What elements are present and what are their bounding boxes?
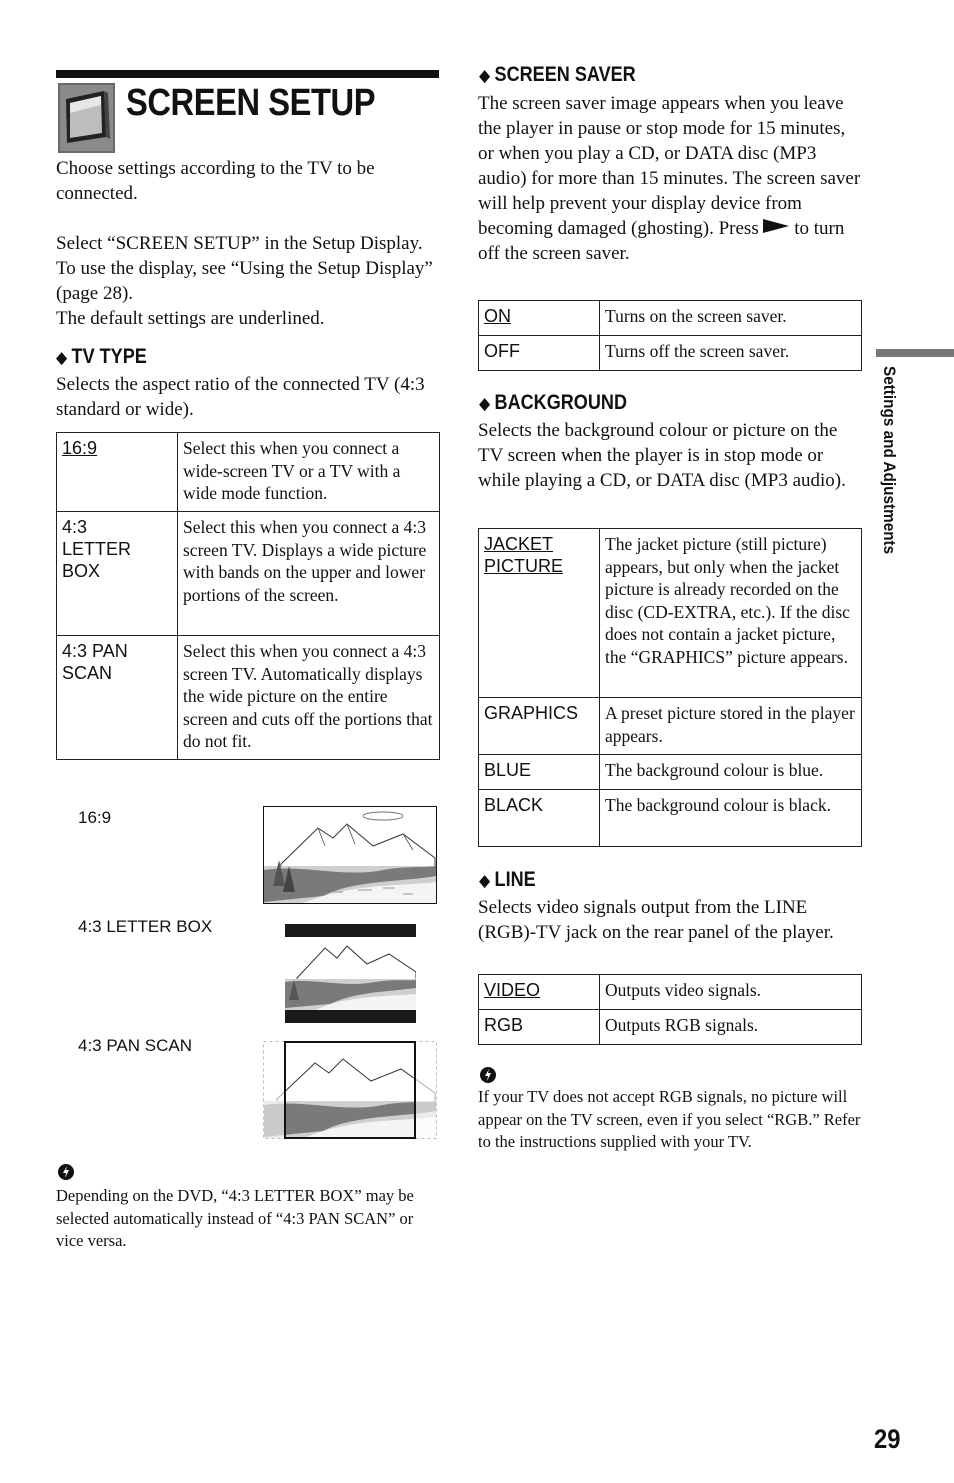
pan-scan-picture [263,1041,437,1139]
hint-icon [479,1066,497,1084]
tv-type-description: Selects the aspect ratio of the connected TV (4:3 standard or wide). [56,374,425,420]
table-row [57,512,440,636]
option-key: BLACK [479,790,600,847]
option-key: BLUE [479,755,600,790]
table-row [57,433,440,512]
option-key: VIDEO [479,975,600,1010]
letter-box-picture [285,924,416,1023]
diamond-bullet-icon: ◆ [479,394,491,413]
option-key: RGB [479,1010,600,1045]
option-description: Turns on the screen saver. [600,301,862,336]
option-key: OFF [479,336,600,371]
figure-label-pan-scan: 4:3 PAN SCAN [78,1036,193,1055]
side-tab-label: Settings and Adjustments [880,366,899,555]
default-note: The default settings are underlined. [56,308,325,329]
option-description: A preset picture stored in the player appears. [600,698,862,755]
tv-screen-icon [58,83,115,153]
screen-saver-description: The screen saver image appears when you leave the player in pause or stop mode for 15 minutes, or when you play a CD, or DATA disc (MP3 audio) for more than 15 minutes. The screen saver will help prevent your display device from becoming damaged (ghosting). Press to turn off the screen saver. [478,93,861,264]
line-description: Selects video signals output from the LINE (RGB)-TV jack on the rear panel of the player. [478,897,834,943]
side-tab-bar [876,349,954,357]
table-row [479,301,862,336]
intro-paragraph-setup: Select “SCREEN SETUP” in the Setup Display. To use the display, see “Using the Setup Display” (page 28). [56,233,433,304]
tv-type-heading: ◆ TV TYPE [56,345,147,368]
table-row [479,755,862,790]
play-icon [763,219,789,233]
background-description: Selects the background colour or picture on the TV screen when the player is in stop mode or while playing a CD, or DATA disc (MP3 audio). [478,420,846,491]
option-description: Outputs video signals. [600,975,862,1010]
wide-screen-picture [263,806,437,904]
option-description: Select this when you connect a 4:3 screen TV. Displays a wide picture with bands on the upper and lower portions of the screen. [178,512,440,636]
line-heading: ◆ LINE [479,868,536,891]
table-row [479,975,862,1010]
option-description: Select this when you connect a wide-screen TV or a TV with a wide mode function. [178,433,440,512]
line-table [478,974,862,1045]
option-key: 16:9 [57,433,178,512]
figure-label-16-9: 16:9 [78,808,112,827]
option-description: The jacket picture (still picture) appears, but only when the jacket picture is already recorded on the disc (CD-EXTRA, etc.). If the disc does not contain a jacket picture, the “GRAPHICS” picture appears. [600,529,862,698]
line-note: If your TV does not accept RGB signals, no picture will appear on the TV screen, even if you select “RGB.” Refer to the instructions supplied with your TV. [478,1087,861,1151]
figure-label-letter-box: 4:3 LETTER BOX [78,917,213,936]
option-key: 4:3 PAN SCAN [57,636,178,760]
option-description: The background colour is black. [600,790,862,847]
option-key: GRAPHICS [479,698,600,755]
table-row [479,790,862,847]
option-key: ON [479,301,600,336]
title-rule [56,70,439,78]
screen-saver-heading: ◆ SCREEN SAVER [479,63,636,86]
option-key: JACKET PICTURE [479,529,600,698]
background-heading: ◆ BACKGROUND [479,391,627,414]
tv-type-table [56,432,440,760]
screen-saver-table [478,300,862,371]
page-number: 29 [874,1424,901,1454]
table-row [57,636,440,760]
table-row [479,1010,862,1045]
hint-icon [57,1163,75,1181]
tv-type-note: Depending on the DVD, “4:3 LETTER BOX” may be selected automatically instead of “4:3 PAN SCAN” or vice versa. [56,1186,414,1250]
table-row [479,336,862,371]
option-description: Outputs RGB signals. [600,1010,862,1045]
side-tab [879,366,905,586]
intro-paragraph: Choose settings according to the TV to be connected. [56,158,375,204]
table-row [479,698,862,755]
option-key: 4:3 LETTER BOX [57,512,178,636]
table-row [479,529,862,698]
option-description: Turns off the screen saver. [600,336,862,371]
diamond-bullet-icon: ◆ [56,348,68,367]
diamond-bullet-icon: ◆ [479,871,491,890]
option-description: The background colour is blue. [600,755,862,790]
background-table [478,528,862,847]
page-title: SCREEN SETUP [126,82,376,124]
diamond-bullet-icon: ◆ [479,66,491,85]
option-description: Select this when you connect a 4:3 screen TV. Automatically displays the wide picture on the entire screen and cuts off the portions that do not fit. [178,636,440,760]
